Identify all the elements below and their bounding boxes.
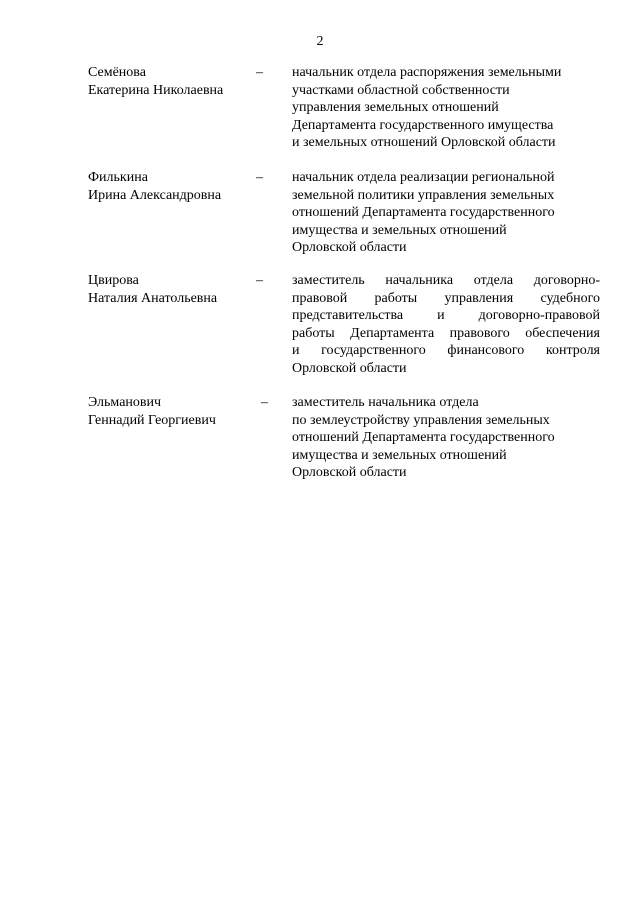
position-line: управления земельных отношений [292, 100, 499, 116]
dash-separator: – [256, 65, 263, 80]
person-surname: Филькина [88, 170, 148, 185]
position-description [292, 169, 600, 257]
position-line: заместитель начальника отдела договорно- [292, 273, 600, 288]
position-line: Департамента государственного имущества [292, 117, 554, 133]
dash-separator: – [261, 395, 268, 410]
position-line: представительства и договорно-правовой [292, 308, 600, 324]
position-line: начальник отдела реализации региональной [292, 170, 555, 185]
position-line: и земельных отношений Орловской области [292, 135, 556, 151]
person-name [88, 169, 248, 205]
position-line: по землеустройству управления земельных [292, 412, 550, 428]
person-given-names: Екатерина Николаевна [88, 83, 224, 98]
person-surname: Цвирова [88, 273, 139, 288]
position-line: Орловской области [292, 240, 407, 256]
position-line: работы Департамента правового обеспечения [292, 325, 600, 341]
dash-separator: – [256, 273, 263, 288]
position-line: имущества и земельных отношений [292, 447, 507, 463]
position-line: правовой работы управления судебного [292, 290, 600, 306]
position-line: начальник отдела распоряжения земельными [292, 65, 562, 80]
position-line: участками областной собственности [292, 82, 510, 98]
position-line: отношений Департамента государственного [292, 205, 555, 221]
position-line: и государственного финансового контроля [292, 343, 600, 359]
position-line: Орловской области [292, 465, 407, 481]
person-name [88, 394, 248, 430]
person-given-names: Геннадий Георгиевич [88, 413, 216, 428]
person-name [88, 64, 248, 100]
person-given-names: Наталия Анатольевна [88, 291, 218, 306]
position-line: отношений Департамента государственного [292, 430, 555, 446]
person-surname: Эльманович [88, 395, 162, 410]
position-description [292, 64, 600, 152]
dash-separator: – [256, 170, 263, 185]
page-number: 2 [316, 34, 324, 49]
person-name [88, 272, 248, 308]
person-surname: Семёнова [88, 65, 146, 80]
position-line: имущества и земельных отношений [292, 222, 507, 238]
position-line: Орловской области [292, 360, 407, 376]
position-description [292, 394, 600, 482]
position-description [292, 272, 600, 378]
position-line: заместитель начальника отдела [292, 395, 479, 410]
person-given-names: Ирина Александровна [88, 188, 222, 203]
position-line: земельной политики управления земельных [292, 187, 555, 203]
